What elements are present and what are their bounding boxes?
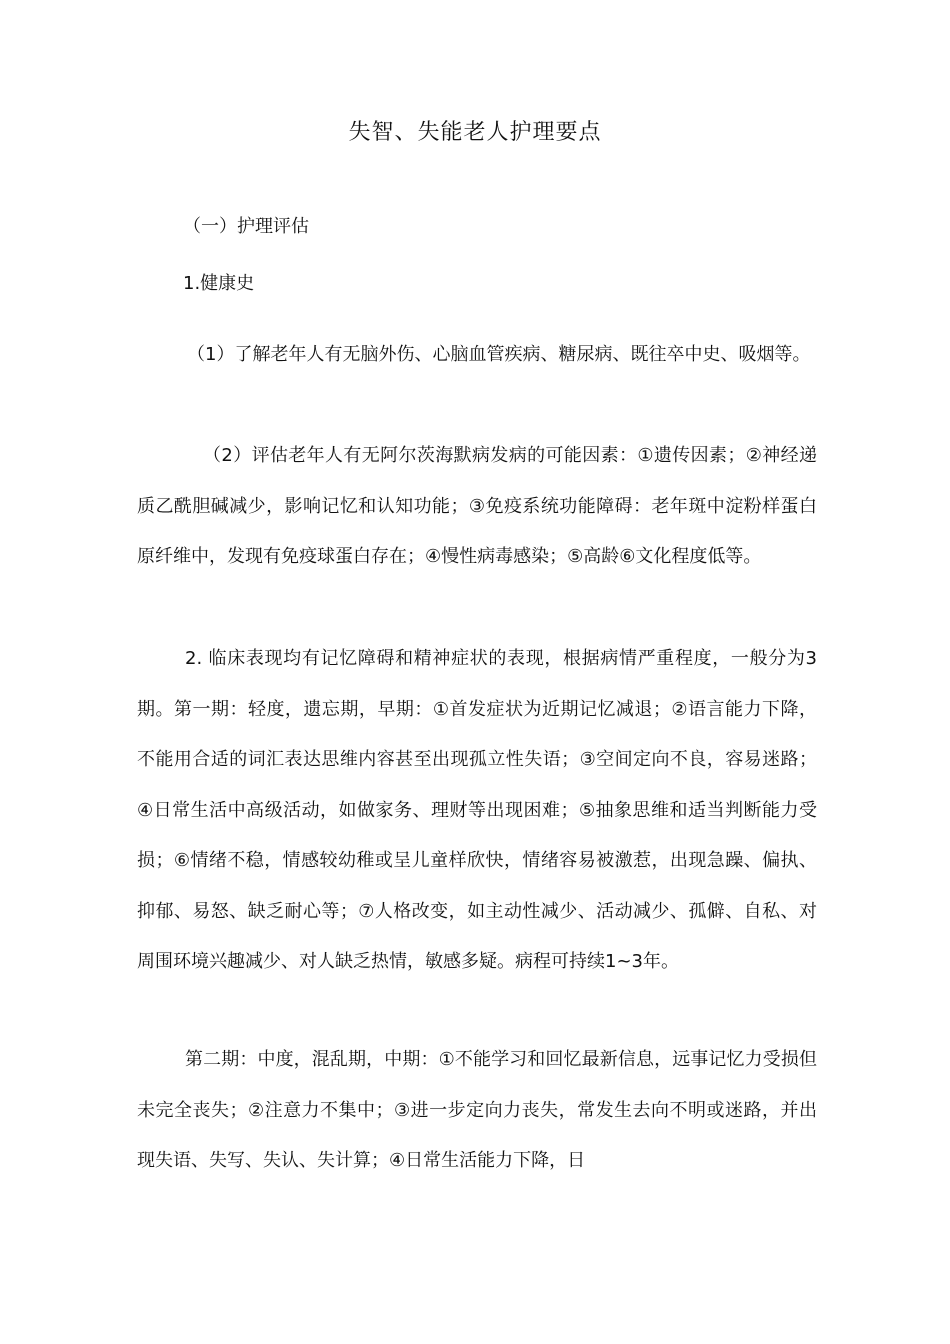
- paragraph-risk-factors: （2）评估老年人有无阿尔茨海默病发病的可能因素：①遗传因素；②神经递质乙酰胆碱减少，影响记忆和认知功能；③免疫系统功能障碍：老年斑中淀粉样蛋白原纤维中，发现有免疫球蛋白存在；④慢性病毒感染；⑤高龄⑥文化程度低等。: [137, 445, 817, 567]
- section-heading: （一）护理评估: [183, 216, 309, 237]
- paragraph-history: （1）了解老年人有无脑外伤、心脑血管疾病、糖尿病、既往卒中史、吸烟等。: [187, 344, 811, 365]
- paragraph-clinical-stage-2: 第二期：中度，混乱期，中期：①不能学习和回忆最新信息，远事记忆力受损但未完全丧失；②注意力不集中；③进一步定向力丧失，常发生去向不明或迷路，并出现失语、失写、失认、失计算；④日常生活能力下降，日: [137, 1049, 817, 1171]
- document-title: 失智、失能老人护理要点: [348, 120, 602, 145]
- subheading-health-history: 1.健康史: [183, 273, 255, 294]
- paragraph-clinical-stage-1: 2. 临床表现均有记忆障碍和精神症状的表现，根据病情严重程度，一般分为3期。第一期：轻度，遗忘期，早期：①首发症状为近期记忆减退；②语言能力下降，不能用合适的词汇表达思维内容甚至出现孤立性失语；③空间定向不良，容易迷路；④日常生活中高级活动，如做家务、理财等出现困难；⑤抽象思维和适当判断能力受损；⑥情绪不稳，情感较幼稚或呈儿童样欣快，情绪容易被激惹，出现急躁、偏执、抑郁、易怒、缺乏耐心等；⑦人格改变，如主动性减少、活动减少、孤僻、自私、对周围环境兴趣减少、对人缺乏热情，敏感多疑。病程可持续1~3年。: [137, 648, 817, 972]
